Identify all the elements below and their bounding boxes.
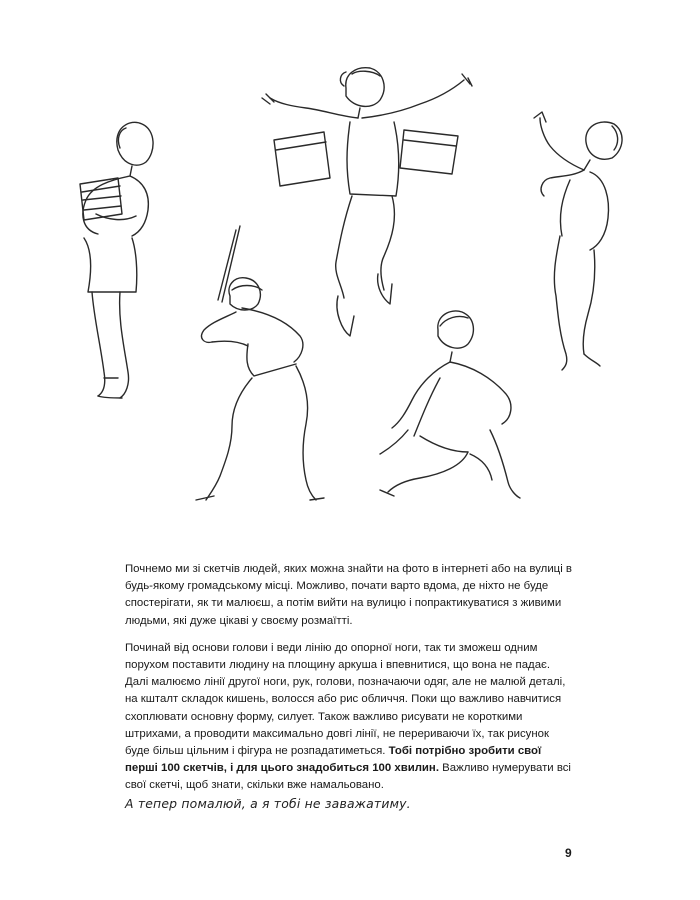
figure-kneeling-ball	[380, 311, 520, 498]
body-text	[125, 561, 575, 805]
page-number: 9	[565, 846, 572, 860]
paragraph-intro: Почнемо ми зі скетчів людей, яких можна знайти на фото в інтернеті або на вулиці в будь-якому громадському місці. Можливо, почати варто вдома, де ніхто не буде спостерігати, як ти малюєш, а потім вийти на вулицю і попрактикуватися з живими людьми, які дуже цікаві у своєму розмаїтті.	[125, 563, 572, 627]
paragraph-instructions-tail: Важливо нумерувати всі свої скетчі, щоб знати, скільки вже намальовано.	[125, 762, 571, 792]
figure-reaching-up	[534, 112, 622, 370]
figure-batter	[196, 226, 324, 500]
paragraph-instructions-text: Починай від основи голови і веди лінію до опорної ноги, так ти зможеш одним порухом поставити людину на площину аркуша і впевнитися, що вона не падає. Далі малюємо лінії другої ноги, рук, голови, позначаючи одяг, але не малюй деталі, на кшталт складок кишень, волосся або рис обличчя. Поки що важливо навчитися схоплювати основну форму, силует. Також важливо рисувати не короткими штрихами, а проводити максимально довгі лінії, не перериваючи їх, так рисунок буде більш цільним і фігура не розпадатиметься.	[125, 641, 566, 758]
paragraph-instructions-bold: Тобі потрібно зробити свої перші 100 скетчів, і для цього знадобиться 100 хвилин.	[125, 745, 542, 775]
handwritten-note: А тепер помалюй, а я тобі не заважатиму.	[125, 796, 411, 811]
figure-jumping-with-boxes	[262, 68, 472, 336]
figure-holding-books	[80, 122, 153, 398]
paragraph-instructions	[125, 640, 575, 795]
